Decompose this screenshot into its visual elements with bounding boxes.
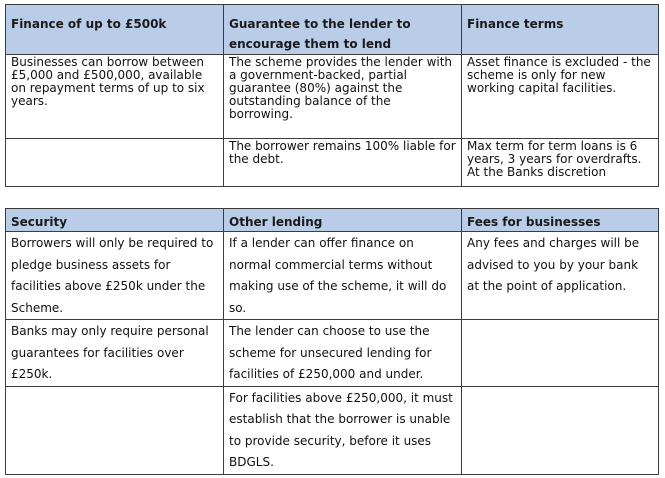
table-cell: If a lender can offer finance on normal commercial terms without making use of the scheme, it will do so. [224,232,462,320]
table-cell [462,320,659,387]
table-header-row [6,5,659,55]
table-cell: Borrowers will only be required to pledge business assets for facilities above £250k under the Scheme. [6,232,224,320]
table-cell: Max term for term loans is 6 years, 3 years for overdrafts. At the Banks discretion [462,139,659,187]
table-header-row [6,209,659,232]
table-cell: Businesses can borrow between £5,000 and £500,000, available on repayment terms of up to six years. [6,55,224,139]
table-cell [6,386,224,474]
header-security: Security [6,209,224,232]
table-cell: The scheme provides the lender with a government-backed, partial guarantee (80%) against the outstanding balance of the borrowing. [224,55,462,139]
header-other-lending: Other lending [224,209,462,232]
table-row [6,232,659,320]
table-row [6,55,659,139]
table-row [6,320,659,387]
table-cell: Asset finance is excluded - the scheme is only for new working capital facilities. [462,55,659,139]
table-cell [462,386,659,474]
security-lending-fees-table [5,208,659,475]
table-cell: Banks may only require personal guarantees for facilities over £250k. [6,320,224,387]
table-cell: For facilities above £250,000, it must establish that the borrower is unable to provide security, before it uses BDGLS. [224,386,462,474]
table-cell [6,139,224,187]
table-cell: The borrower remains 100% liable for the debt. [224,139,462,187]
header-finance-amount: Finance of up to £500k [6,5,224,55]
table-cell: The lender can choose to use the scheme for unsecured lending for facilities of £250,000 and under. [224,320,462,387]
header-finance-terms: Finance terms [462,5,659,55]
table-row [6,139,659,187]
header-guarantee: Guarantee to the lender to encourage them to lend [224,5,462,55]
header-fees: Fees for businesses [462,209,659,232]
table-row [6,386,659,474]
table-cell: Any fees and charges will be advised to you by your bank at the point of application. [462,232,659,320]
finance-terms-table [5,4,659,187]
